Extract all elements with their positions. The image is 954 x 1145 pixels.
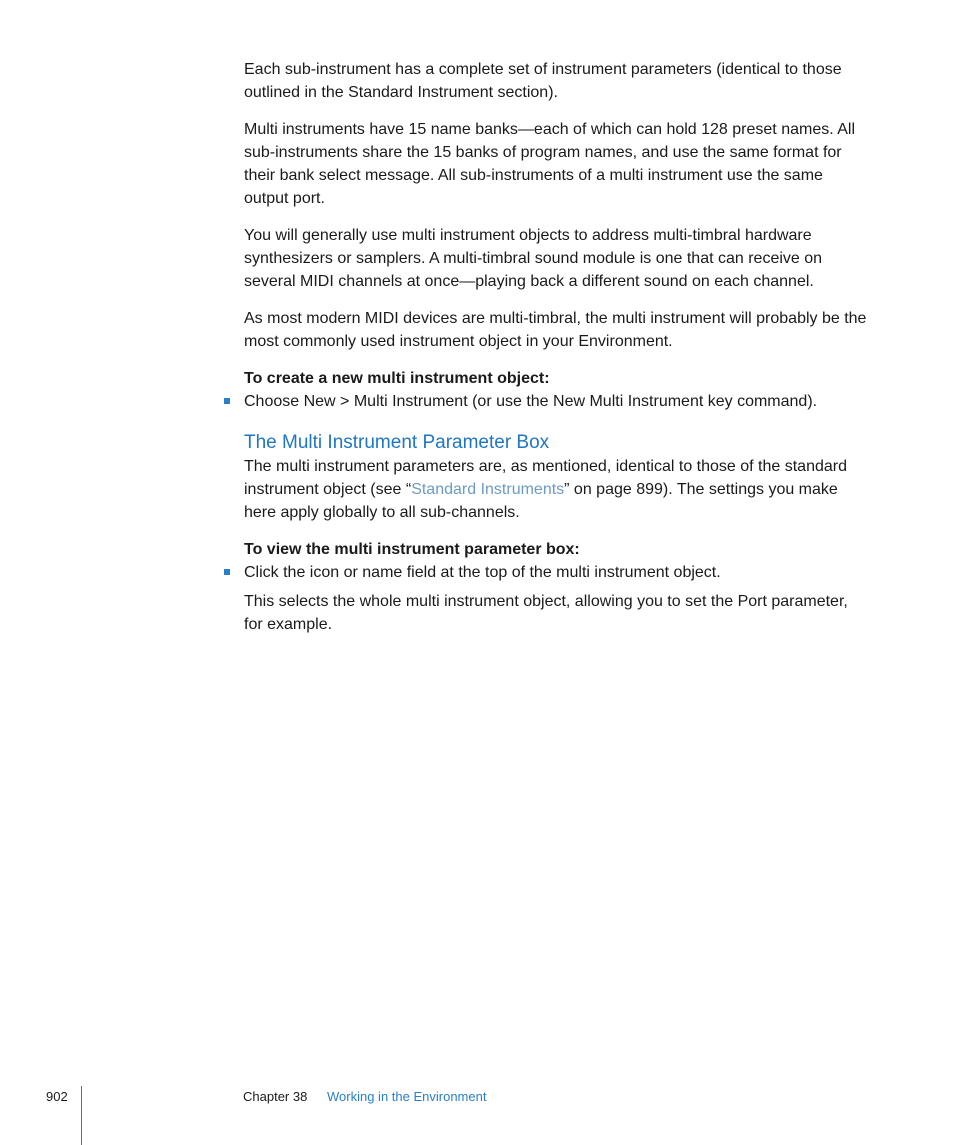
section-title: The Multi Instrument Parameter Box — [244, 432, 550, 453]
view-task-step-text: Click the icon or name field at the top of the multi instrument object. — [244, 564, 721, 581]
view-task-step — [244, 561, 868, 584]
chapter-title-link[interactable]: Working in the Environment — [327, 1089, 487, 1104]
paragraph-multi-timbral-usage: You will generally use multi instrument objects to address multi-timbral hardware synthesizers or samplers. A multi-timbral sound module is one that can receive on several MIDI channels at once—playing back a different sound on each channel. — [244, 227, 823, 290]
paragraph-name-banks: Multi instruments have 15 name banks—each of which can hold 128 preset names. All sub-instruments share the 15 banks of program names, and use the same format for their bank select message. All sub-instruments of a multi instrument use the same output port. — [244, 121, 855, 207]
view-task-result: This selects the whole multi instrument object, allowing you to set the Port parameter, for example. — [244, 593, 848, 633]
bullet-square-icon — [224, 398, 230, 404]
section-intro-before: The multi instrument parameters are, as mentioned, identical to those of the standard instrument object (see “ — [244, 458, 847, 498]
create-task-step-text: Choose New > Multi Instrument (or use the New Multi Instrument key command). — [244, 393, 818, 410]
section-intro-after: ” on page 899). The settings you make here apply globally to all sub-channels. — [244, 481, 838, 521]
create-task-step — [244, 390, 868, 413]
paragraph-sub-instrument-parameters: Each sub-instrument has a complete set of instrument parameters (identical to those outlined in the Standard Instrument section). — [244, 61, 842, 101]
section-intro — [244, 455, 868, 524]
page-number: 902 — [46, 1089, 68, 1104]
body-column — [244, 58, 868, 650]
chapter-label: Chapter 38 — [243, 1089, 308, 1104]
footer-divider — [81, 1086, 82, 1145]
create-task-heading: To create a new multi instrument object: — [244, 370, 550, 387]
bullet-square-icon — [224, 569, 230, 575]
view-task-heading: To view the multi instrument parameter box: — [244, 541, 580, 558]
paragraph-most-common: As most modern MIDI devices are multi-timbral, the multi instrument will probably be the most commonly used instrument object in your Environment. — [244, 310, 867, 350]
standard-instruments-link[interactable]: Standard Instruments — [411, 481, 565, 498]
